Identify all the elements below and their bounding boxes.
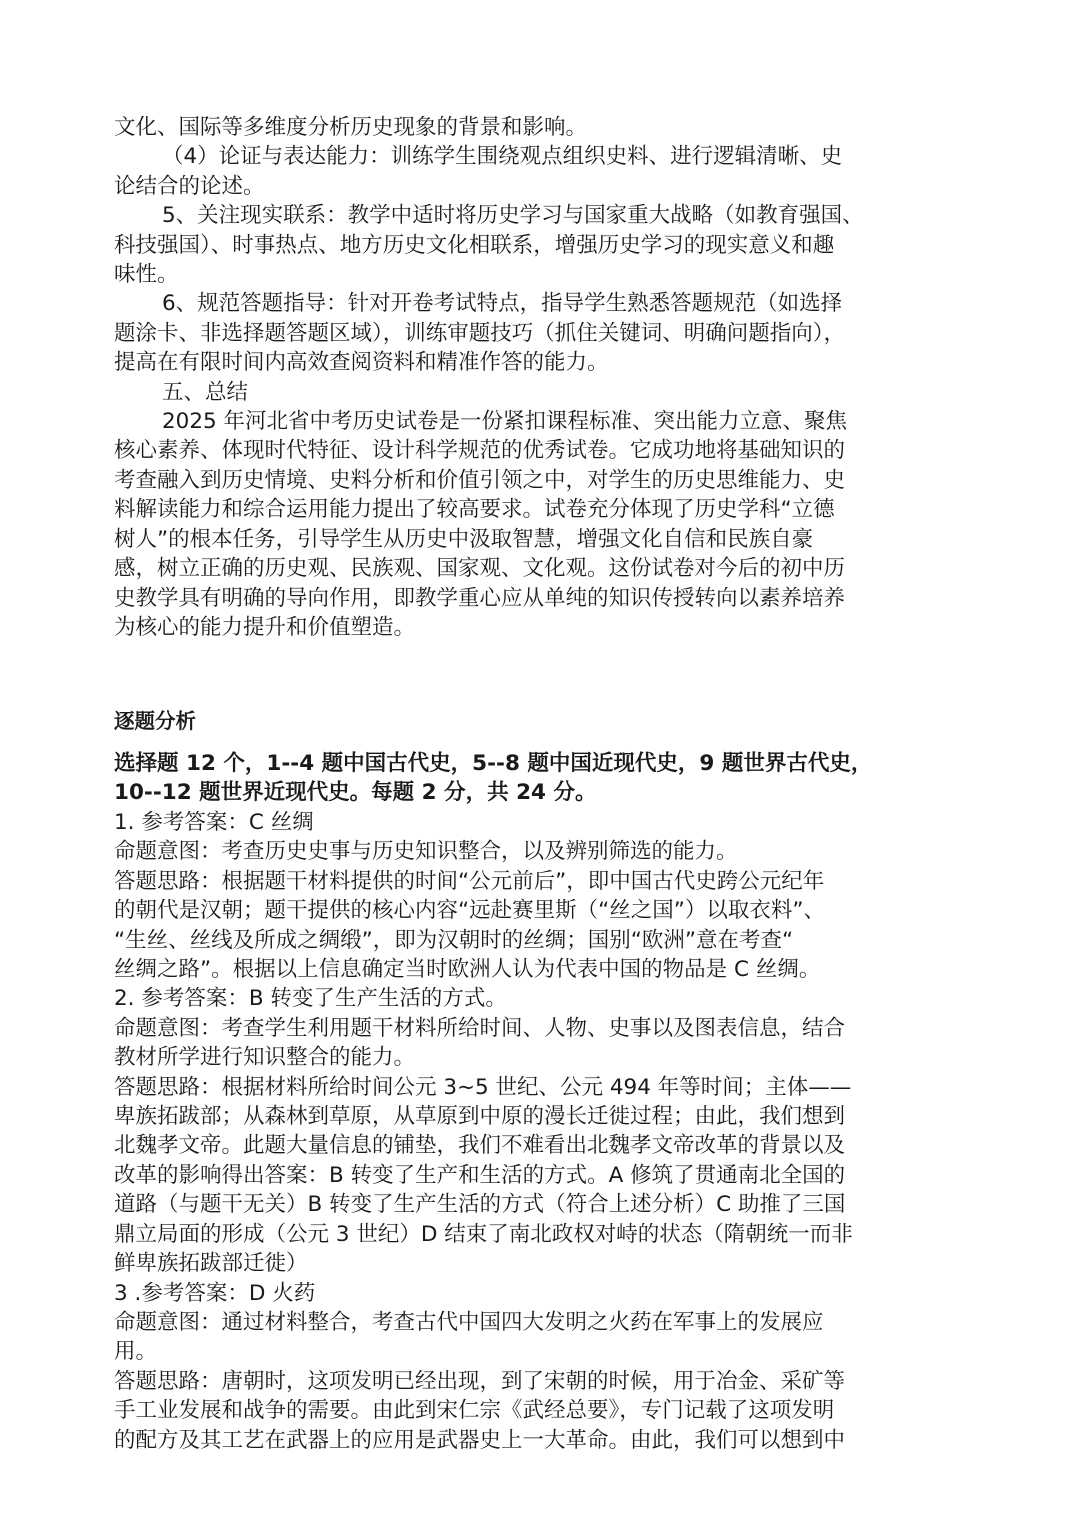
analysis-line: 答题思路：根据题干材料提供的时间“公元前后”，即中国古代史跨公元纪年: [114, 868, 825, 894]
paragraph-line: 5、关注现实联系：教学中适时将历史学习与国家重大战略（如教育强国、: [162, 203, 864, 229]
analysis-line: 答题思路：唐朝时，这项发明已经出现，到了宋朝的时候，用于冶金、采矿等: [114, 1368, 846, 1394]
analysis-line: 的配方及其工艺在武器上的应用是武器史上一大革命。由此，我们可以想到中: [114, 1427, 846, 1453]
analysis-line: 命题意图：考查历史史事与历史知识整合，以及辨别筛选的能力。: [114, 839, 738, 865]
analysis-line: 手工业发展和战争的需要。由此到宋仁宗《武经总要》，专门记载了这项发明: [114, 1398, 835, 1424]
analysis-line: 命题意图：通过材料整合，考查古代中国四大发明之火药在军事上的发展应: [114, 1309, 824, 1335]
paragraph-line: 为核心的能力提升和价值塑造。: [114, 614, 416, 640]
paragraph-line: （4）论证与表达能力：训练学生围绕观点组织史料、进行逻辑清晰、史: [162, 144, 843, 170]
paragraph-line: 味性。: [114, 262, 179, 288]
paragraph-line: 料解读能力和综合运用能力提出了较高要求。试卷充分体现了历史学科“立德: [114, 497, 835, 523]
analysis-line: 改革的影响得出答案：B 转变了生产和生活的方式。A 修筑了贯通南北全国的: [114, 1162, 846, 1188]
analysis-line: 用。: [114, 1339, 158, 1365]
analysis-line: 北魏孝文帝。此题大量信息的铺垫，我们不难看出北魏孝文帝改革的背景以及: [114, 1133, 846, 1159]
paragraph-line: 核心素养、体现时代特征、设计科学规范的优秀试卷。它成功地将基础知识的: [114, 438, 846, 464]
section-heading: 逐题分析: [114, 709, 196, 733]
analysis-block: [114, 808, 976, 1455]
paragraph-line: 树人”的根本任务，引导学生从历史中汲取智慧，增强文化自信和民族自豪: [114, 526, 814, 552]
paragraph-line: 提高在有限时间内高效查阅资料和精准作答的能力。: [114, 350, 609, 376]
analysis-line: 丝绸之路”。根据以上信息确定当时欧洲人认为代表中国的物品是 C 丝绸。: [114, 957, 821, 983]
paragraph-line: 科技强国）、时事热点、地方历史文化相联系，增强历史学习的现实意义和趣: [114, 232, 835, 258]
analysis-line: 卑族拓跋部；从森林到草原，从草原到中原的漫长迁徙过程；由此，我们想到: [114, 1104, 846, 1130]
section-title-summary: 五、总结: [162, 379, 249, 405]
paragraph-line: 论结合的论述。: [114, 173, 265, 199]
paragraph-line: 史教学具有明确的导向作用，即教学重心应从单纯的知识传授转向以素养培养: [114, 585, 846, 611]
paragraph-line: 6、规范答题指导：针对开卷考试特点，指导学生熟悉答题规范（如选择: [162, 291, 843, 317]
analysis-line: 鼎立局面的形成（公元 3 世纪）D 结束了南北政权对峙的状态（隋朝统一而非: [114, 1221, 853, 1247]
paragraph-line: 考查融入到历史情境、史料分析和价值引领之中，对学生的历史思维能力、史: [114, 467, 846, 493]
answer-line: 1. 参考答案：C 丝绸: [114, 810, 314, 835]
paragraph-line: 2025 年河北省中考历史试卷是一份紧扣课程标准、突出能力立意、聚焦: [162, 409, 848, 435]
analysis-line: 的朝代是汉朝；题干提供的核心内容“远赴赛里斯（“丝之国”）以取衣料”、: [114, 898, 826, 924]
paragraph-line: 感，树立正确的历史观、民族观、国家观、文化观。这份试卷对今后的初中历: [114, 556, 846, 582]
question-summary: [114, 749, 976, 808]
summary-line: 选择题 12 个，1--4 题中国古代史，5--8 题中国近现代史，9 题世界古代史，: [114, 751, 873, 776]
analysis-line: 鲜卑族拓跋部迁徙）: [114, 1251, 308, 1277]
answer-line: 2. 参考答案：B 转变了生产生活的方式。: [114, 986, 507, 1012]
top-text-block: [114, 113, 976, 642]
analysis-line: “生丝、丝线及所成之绸缎”，即为汉朝时的丝绸；国别“欧洲”意在考查“: [114, 927, 794, 953]
analysis-line: 答题思路：根据材料所给时间公元 3~5 世纪、公元 494 年等时间；主体——: [114, 1074, 852, 1100]
analysis-line: 教材所学进行知识整合的能力。: [114, 1045, 416, 1071]
summary-line: 10--12 题世界近现代史。每题 2 分，共 24 分。: [114, 780, 597, 806]
answer-line: 3 .参考答案：D 火药: [114, 1280, 316, 1306]
analysis-line: 命题意图：考查学生利用题干材料所给时间、人物、史事以及图表信息，结合: [114, 1015, 846, 1041]
analysis-line: 道路（与题干无关）B 转变了生产生活的方式（符合上述分析）C 助推了三国: [114, 1192, 846, 1218]
paragraph-line: 题涂卡、非选择题答题区域），训练审题技巧（抓住关键词、明确问题指向），: [114, 320, 846, 346]
paragraph-line: 文化、国际等多维度分析历史现象的背景和影响。: [114, 115, 588, 140]
